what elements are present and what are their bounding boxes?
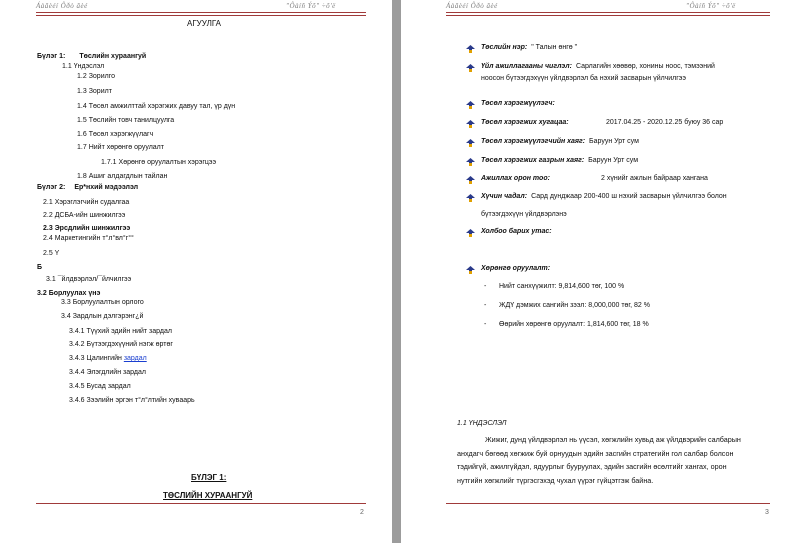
investment-item: Нийт санхүүжилт: 9,814,600 төг, 100 % (499, 283, 625, 290)
field-label: Хүчин чадал: (481, 193, 528, 200)
bullet-arrow-icon (466, 63, 475, 72)
header-rule (446, 12, 770, 16)
page-number: 3 (765, 509, 769, 516)
field-row (481, 63, 715, 70)
field-value: Баруун Урт сум (589, 138, 639, 145)
document-page-right (401, 0, 797, 543)
section-heading: 1.1 ҮНДЭСЛЭЛ (457, 420, 507, 427)
field-value: Баруун Урт сум (588, 157, 639, 164)
bullet-arrow-icon (466, 157, 475, 166)
field-row (481, 138, 639, 145)
field-label: Төсөл хэрэгжих хугацаа: (481, 119, 569, 126)
bullet-arrow-icon (466, 100, 475, 109)
field-row (481, 228, 552, 235)
toc-entry[interactable]: 3.4.6 Зээлийн эргэн т°л°лтийн хуваарь (69, 397, 195, 404)
page-number: 2 (360, 509, 364, 516)
running-header-left: Áàãèéí Ôðò ãèé (446, 2, 498, 10)
field-value: Сард дунджаар 200-400 ш нэхий засварын үйлчилгээ болон (531, 193, 727, 200)
field-value-continued: ноосон бүтээгдэхүүн үйлдвэрлэл ба нэхий засварын үйлчилгээ (481, 75, 686, 82)
toc-entry[interactable]: 2.2 ДСБА-ийн шинжилгээ (43, 212, 126, 219)
bullet-arrow-icon (466, 175, 475, 184)
field-row (481, 175, 550, 182)
toc-entry[interactable]: 1.7 Нийт хөрөнгө оруулалт (77, 144, 164, 151)
investment-item: ЖДҮ дэмжих сангийн зээл: 8,000,000 төг, 82 % (499, 302, 650, 309)
bullet-arrow-icon (466, 138, 475, 147)
toc-entry[interactable]: 2.5 Y (43, 250, 60, 257)
toc-entry[interactable]: Бүлэг 1: Төслийн хураангуй (37, 53, 147, 60)
toc-entry[interactable]: 3.1 ¯йлдвэрлэл/¯йлчилгээ (46, 276, 132, 283)
bullet-arrow-icon (466, 119, 475, 128)
running-header-right: "Ôàíñ Ýõ" ÷õ'ë (286, 2, 336, 10)
list-dash-icon: - (484, 302, 487, 309)
field-value: 2017.04.25 - 2020.12.25 буюу 36 сар (606, 119, 724, 126)
toc-entry[interactable]: 1.5 Төслийн товч танилцуулга (77, 117, 175, 124)
document-page-left (0, 0, 392, 543)
toc-title: АГУУЛГА (187, 19, 221, 28)
toc-entry[interactable]: 3.4.4 Элэгдлийн зардал (69, 369, 146, 376)
list-dash-icon: - (484, 321, 487, 328)
toc-entry[interactable]: 1.1 Үндэслэл (62, 63, 105, 70)
field-row (481, 157, 638, 164)
toc-entry[interactable]: 3.4 Зардлын дэлгэрэнг¿й (61, 313, 144, 320)
field-value-continued: бүтээгдэхүүн үйлдвэрлэнэ (481, 211, 567, 218)
chapter-title: ТӨСЛИЙН ХУРААНГУЙ (163, 491, 253, 500)
toc-entry[interactable]: 1.2 Зорилго (77, 73, 115, 80)
bullet-arrow-icon (466, 193, 475, 202)
footer-rule (36, 503, 366, 504)
toc-entry[interactable]: 3.2 Борлуулах үнэ (37, 290, 101, 297)
field-value: Сарлагийн хөөвөр, хонины ноос, тэмээний (575, 63, 715, 70)
toc-entry[interactable]: 3.4.1 Түүхий эдийн нийт зардал (69, 328, 172, 335)
toc-entry[interactable]: 3.3 Борлуулалтын орлого (61, 299, 144, 306)
field-row (481, 100, 555, 107)
toc-entry[interactable]: 2.4 Маркетингийн т°л°вл°г°° (43, 235, 134, 242)
running-header-right: "Ôàíñ Ýõ" ÷õ'ë (686, 2, 736, 10)
investment-item: Өөрийн хөрөнгө оруулалт: 1,814,600 төг, 18 % (499, 321, 649, 328)
toc-entry[interactable]: 1.4 Төсөл амжилттай хэрэгжих давуу тал, үр дүн (77, 103, 236, 110)
field-row (481, 119, 569, 126)
field-row (481, 193, 727, 200)
toc-entry[interactable]: Бүлэг 2: Ер*нхий мэдээлэл (37, 184, 139, 191)
footer-rule (446, 503, 770, 504)
field-label: Төслийн нэр: (481, 44, 528, 51)
investment-title: Хөрөнгө оруулалт: (481, 265, 551, 272)
field-row (481, 44, 577, 51)
bullet-arrow-icon (466, 265, 475, 274)
field-label: Ажиллах орон тоо: (481, 175, 550, 182)
bullet-arrow-icon (466, 228, 475, 237)
field-value: 2 хүнийг ажлын байраар хангана (601, 175, 708, 182)
field-label: Төсөл хэрэгжих газрын хаяг: (481, 157, 585, 164)
toc-entry[interactable]: 1.6 Төсөл хэрэгжүүлагч (77, 131, 154, 138)
toc-entry[interactable]: 1.8 Ашиг алдагдлын тайлан (77, 173, 168, 180)
body-paragraph: Жижиг, дунд үйлдвэрлэл нь үүсэл, хөгжлийн хувьд аж үйлдвэрийн салбарын анхдагч бөгөөд хөгжиж буй орнуудын эдийн засгийн стратегийн гол салбар болсон тэдийгүй, ажилгүйдэл, ядуурлыг бууруулах, эдийн засгийн өсөлтийг хангах, орон нутгийн хөгжлийг түргэсгэхэд чухал үүрэг гүйцэтгэж байна. (457, 435, 741, 485)
field-label: Төсөл хэрэгжүүлэгч: (481, 100, 555, 107)
toc-hyperlink[interactable]: зардал (123, 355, 147, 362)
running-header-left: Áàãèéí Ôðò ãèé (36, 2, 88, 10)
chapter-label: БҮЛЭГ 1: (191, 473, 227, 482)
toc-entry[interactable]: 3.4.5 Бусад зардал (69, 383, 131, 390)
list-dash-icon: - (484, 283, 487, 290)
toc-entry[interactable]: Б (37, 264, 43, 271)
toc-entry[interactable]: 2.3 Эрсдлийн шинжилгээ (43, 225, 131, 232)
header-rule (36, 12, 366, 16)
field-label: Холбоо барих утас: (481, 228, 552, 235)
field-label: Төсөл хэрэгжүүлэгчийн хаяг: (481, 138, 586, 145)
toc-entry[interactable]: 3.4.3 Цалингийн зардал (69, 355, 147, 362)
field-value: " Талын өнгө " (531, 44, 578, 51)
field-label: Үйл ажиллагааны чиглэл: (481, 63, 572, 70)
toc-entry[interactable]: 1.7.1 Хөрөнгө оруулалтын хэрэгцээ (101, 159, 217, 166)
toc-entry[interactable]: 1.3 Зорилт (77, 88, 112, 95)
bullet-arrow-icon (466, 44, 475, 53)
toc-entry[interactable]: 3.4.2 Бүтээгдэхүүний нэгж өртөг (69, 341, 173, 348)
toc-entry[interactable]: 2.1 Хэрэглэгчийн судалгаа (43, 199, 130, 206)
